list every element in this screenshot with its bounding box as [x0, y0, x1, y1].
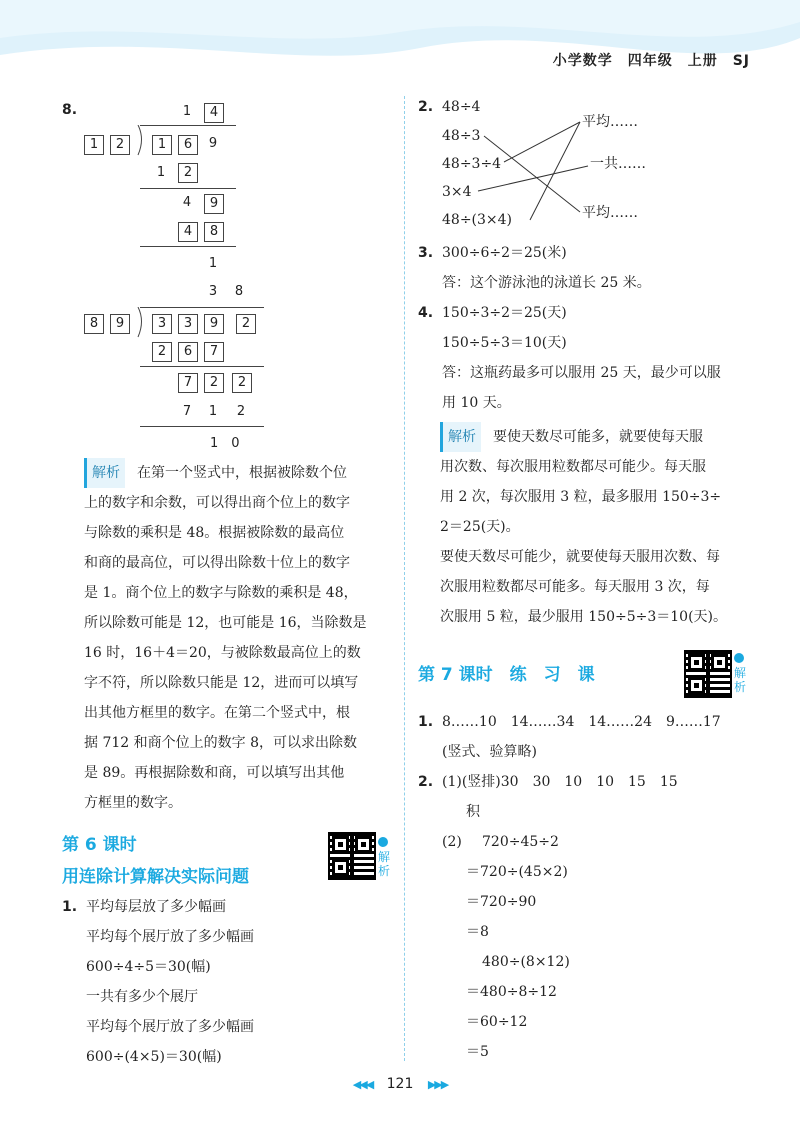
- sub-digit: 7: [182, 404, 192, 419]
- qr-label-char: 解: [378, 850, 391, 864]
- answer-line: 150÷5÷3＝10(天): [442, 335, 567, 351]
- answer-line: 积: [466, 804, 480, 820]
- qr-label-char: 析: [378, 864, 391, 878]
- part-label: (2): [442, 834, 462, 850]
- page-number: 121: [386, 1076, 414, 1092]
- quotient-box: 4: [204, 103, 224, 123]
- answer-line: 平均每个展厅放了多少幅画: [86, 1019, 254, 1035]
- analysis-tag: 解析: [84, 458, 125, 488]
- answer-line: ＝8: [466, 924, 489, 940]
- analysis-line: 用次数、每次服用粒数都尽可能少。每天服: [440, 459, 706, 475]
- dividend-box: 9: [204, 314, 224, 334]
- division-bracket: [136, 125, 148, 157]
- analysis-line: 字不符，所以除数只能是 12，进而可以填写: [84, 675, 359, 691]
- header-wave: [0, 0, 800, 90]
- answer-line: 600÷4÷5＝30(幅): [86, 959, 211, 975]
- match-left-item: 48÷3: [442, 128, 481, 144]
- dividend-box: 2: [236, 314, 256, 334]
- problem-8-label: 8.: [62, 102, 78, 118]
- rem-box: 2: [204, 373, 224, 393]
- answer-line: 答：这瓶药最多可以服用 25 天，最少可以服: [442, 365, 721, 381]
- answer-line: 300÷6÷2＝25(米): [442, 245, 567, 261]
- answer-line: (1)(竖排)30 30 10 10 15 15: [442, 774, 678, 790]
- match-left-item: 3×4: [442, 184, 472, 200]
- lesson-7-title: 第 7 课时 练 习 课: [418, 665, 595, 685]
- item-label: 1.: [418, 714, 434, 730]
- lesson-6-answers: [62, 892, 392, 1072]
- answer-line: 150÷3÷2＝25(天): [442, 305, 567, 321]
- answer-line: (竖式、验算略): [442, 744, 537, 760]
- match-left-item: 48÷4: [442, 99, 481, 115]
- quotient-digit: 3: [208, 284, 218, 299]
- analysis-left: [84, 458, 389, 818]
- divisor-box: 9: [110, 314, 130, 334]
- sub-box: 2: [152, 342, 172, 362]
- sub-digit: 1: [208, 404, 218, 419]
- dividend-digit: 9: [208, 136, 218, 151]
- play-icon: [378, 837, 388, 847]
- answer-line: ＝5: [466, 1044, 489, 1060]
- answer-line: 480÷(8×12): [482, 954, 570, 970]
- sub-digit: 1: [156, 165, 166, 180]
- play-icon: [734, 653, 744, 663]
- item-label: 1.: [62, 899, 78, 915]
- sub-box: 7: [204, 342, 224, 362]
- page-footer: [0, 1076, 800, 1092]
- qr-label: [378, 836, 392, 878]
- analysis-line: 要使天数尽可能少，就要使每天服用次数、每: [440, 549, 720, 565]
- sub-box: 2: [178, 163, 198, 183]
- lesson-7-q1: [418, 707, 788, 767]
- right-arrows-icon: ▶▶▶: [427, 1078, 448, 1091]
- analysis-line: 在第一个竖式中，根据被除数个位: [137, 465, 347, 481]
- analysis-line: 是 89。再根据除数和商，可以填写出其他: [84, 765, 345, 781]
- answer-line: ＝720÷90: [466, 894, 537, 910]
- column-divider: [404, 96, 405, 1061]
- analysis-line: 所以除数可能是 12，也可能是 16，当除数是: [84, 615, 367, 631]
- match-right-item: 一共……: [590, 156, 646, 172]
- analysis-line: 与除数的乘积是 48。根据被除数的最高位: [84, 525, 345, 541]
- item-label: 4.: [418, 305, 434, 321]
- analysis-line: 是 1。商个位上的数字与除数的乘积是 48，: [84, 585, 358, 601]
- q3: [418, 238, 788, 298]
- rem-box: 2: [232, 373, 252, 393]
- qr-code-icon[interactable]: [328, 832, 376, 880]
- match-left-item: 48÷3÷4: [442, 156, 502, 172]
- answer-line: 答：这个游泳池的泳道长 25 米。: [442, 275, 651, 291]
- match-right-item: 平均……: [582, 205, 638, 221]
- rem-box: 7: [178, 373, 198, 393]
- analysis-line: 16 时，16＋4＝20，与被除数最高位上的数: [84, 645, 361, 661]
- sub-box: 6: [178, 342, 198, 362]
- qr-label-char: 解: [734, 666, 747, 680]
- answer-line: 平均每个展厅放了多少幅画: [86, 929, 254, 945]
- dividend-box: 3: [152, 314, 172, 334]
- rem-box: 9: [204, 194, 224, 214]
- qr-label-char: 析: [734, 680, 747, 694]
- lesson-6-subtitle: 用连除计算解决实际问题: [62, 867, 249, 887]
- answer-line: 平均每层放了多少幅画: [86, 899, 226, 915]
- answer-line: ＝60÷12: [466, 1014, 528, 1030]
- analysis-line: 2＝25(天)。: [440, 519, 520, 535]
- rem-digit: 4: [182, 195, 192, 210]
- analysis-right: [440, 422, 785, 632]
- analysis-line: 用 2 次，每次服用 3 粒，最多服用 150÷3÷: [440, 489, 722, 505]
- qr-code-icon[interactable]: [684, 650, 732, 698]
- lesson-6-title: 第 6 课时: [62, 835, 137, 855]
- q4: [418, 298, 788, 418]
- division-bracket: [136, 307, 148, 339]
- divisor-box: 2: [110, 135, 130, 155]
- analysis-line: 上的数字和余数，可以得出商个位上的数字: [84, 495, 350, 511]
- analysis-tag: 解析: [440, 422, 481, 452]
- analysis-line: 要使天数尽可能多，就要使每天服: [493, 429, 703, 445]
- sub-box: 8: [204, 222, 224, 242]
- answer-line: 8……10 14……34 14……24 9……17: [442, 714, 721, 730]
- lesson-7-q2: [418, 767, 788, 1067]
- match-right-item: 平均……: [582, 114, 638, 130]
- dividend-box: 1: [152, 135, 172, 155]
- divisor-box: 1: [84, 135, 104, 155]
- answer-line: 用 10 天。: [442, 395, 511, 411]
- sub-digit: 2: [236, 404, 246, 419]
- match-left-item: 48÷(3×4): [442, 212, 513, 228]
- analysis-line: 方框里的数字。: [84, 795, 182, 811]
- answer-line: 720÷45÷2: [482, 834, 559, 850]
- sub-box: 4: [178, 222, 198, 242]
- answer-line: 一共有多少个展厅: [86, 989, 198, 1005]
- header-title: 小学数学 四年级 上册 SJ: [552, 53, 750, 69]
- analysis-line: 出其他方框里的数字。在第二个竖式中，根: [84, 705, 350, 721]
- answer-line: 600÷(4×5)＝30(幅): [86, 1049, 222, 1065]
- answer-line: ＝720÷(45×2): [466, 864, 568, 880]
- remainder: 1: [208, 256, 218, 271]
- matching-lines: [400, 100, 620, 230]
- divisor-box: 8: [84, 314, 104, 334]
- analysis-line: 和商的最高位，可以得出除数十位上的数字: [84, 555, 350, 571]
- remainder: 1 0: [210, 436, 240, 451]
- item-label: 3.: [418, 245, 434, 261]
- dividend-box: 3: [178, 314, 198, 334]
- analysis-line: 据 712 和商个位上的数字 8，可以求出除数: [84, 735, 357, 751]
- dividend-box: 6: [178, 135, 198, 155]
- quotient-digit: 1: [182, 104, 192, 119]
- q2-label: 2.: [418, 99, 434, 115]
- left-arrows-icon: ◀◀◀: [352, 1078, 373, 1091]
- quotient-digit: 8: [234, 284, 244, 299]
- answer-line: ＝480÷8÷12: [466, 984, 557, 1000]
- analysis-line: 次服用粒数都尽可能多。每天服用 3 次，每: [440, 579, 710, 595]
- qr-label: [734, 652, 748, 694]
- item-label: 2.: [418, 774, 434, 790]
- analysis-line: 次服用 5 粒，最少服用 150÷5÷3＝10(天)。: [440, 609, 727, 625]
